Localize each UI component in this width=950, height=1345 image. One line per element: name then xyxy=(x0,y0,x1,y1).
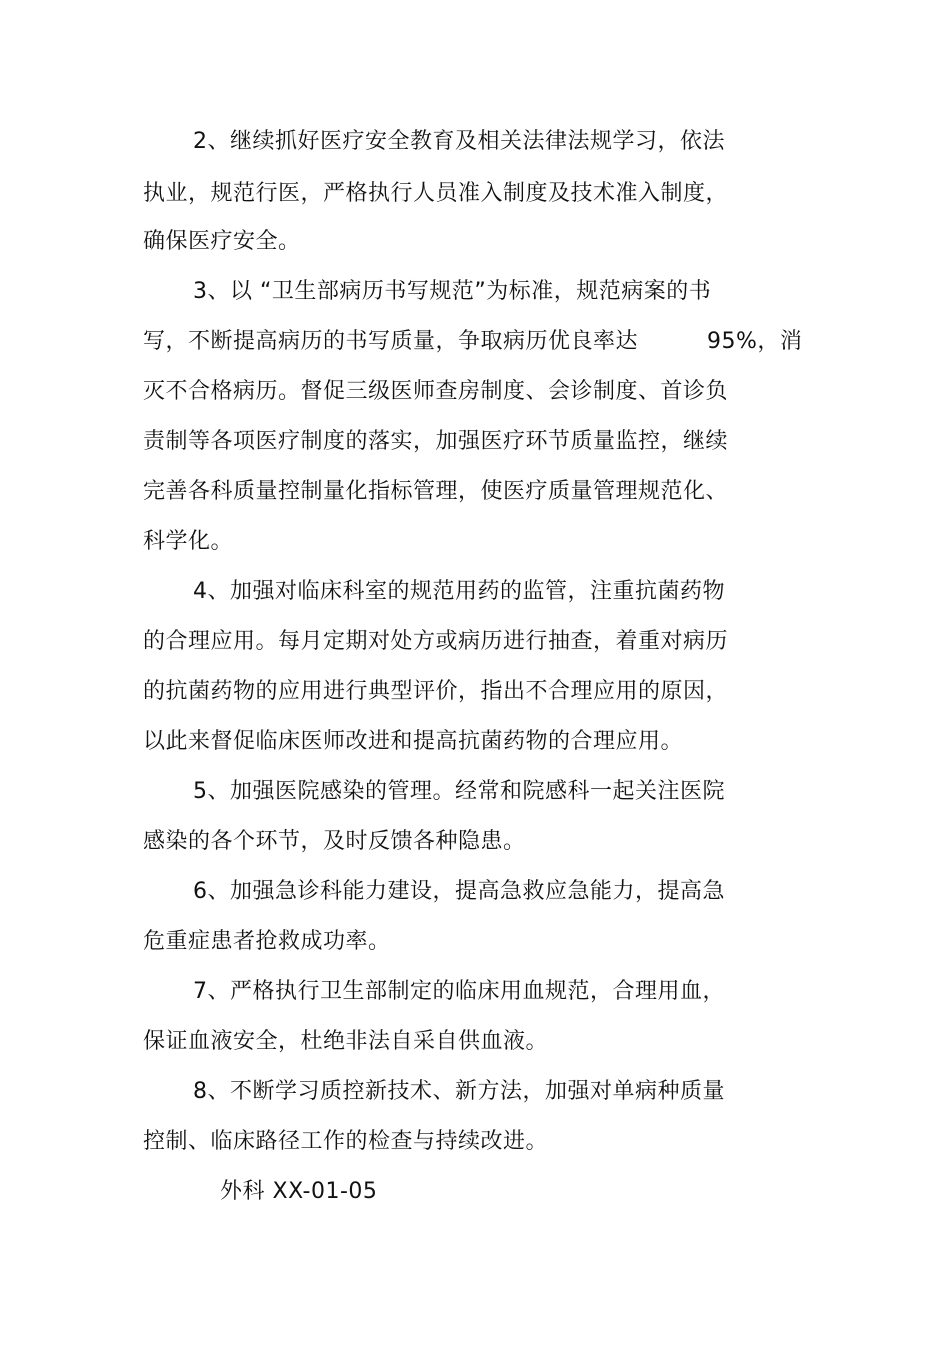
paragraph-2-line-2: 执业，规范行医，严格执行人员准入制度及技术准入制度， xyxy=(143,181,729,206)
paragraph-3-line-4: 责制等各项医疗制度的落实，加强医疗环节质量监控，继续 xyxy=(143,429,729,454)
paragraph-4-line-2: 的合理应用。每月定期对处方或病历进行抽查，着重对病历 xyxy=(143,629,729,654)
paragraph-3-line-2: 写，不断提高病历的书写质量，争取病历优良率达 xyxy=(143,329,639,354)
signature-line: 外科 XX-01-05 xyxy=(220,1179,378,1204)
paragraph-4-line-4: 以此来督促临床医师改进和提高抗菌药物的合理应用。 xyxy=(143,729,684,754)
paragraph-8-line-1: 8、不断学习质控新技术、新方法，加强对单病种质量 xyxy=(193,1079,725,1104)
paragraph-2-line-1: 2、继续抓好医疗安全教育及相关法律法规学习，依法 xyxy=(193,129,725,154)
paragraph-8-line-2: 控制、临床路径工作的检查与持续改进。 xyxy=(143,1129,549,1154)
paragraph-2-line-3: 确保医疗安全。 xyxy=(143,229,301,254)
paragraph-3-line-5: 完善各科质量控制量化指标管理，使医疗质量管理规范化、 xyxy=(143,479,729,504)
paragraph-6-line-1: 6、加强急诊科能力建设，提高急救应急能力，提高急 xyxy=(193,879,725,904)
paragraph-5-line-2: 感染的各个环节，及时反馈各种隐患。 xyxy=(143,829,526,854)
paragraph-3-line-6: 科学化。 xyxy=(143,529,234,554)
paragraph-7-line-2: 保证血液安全，杜绝非法自采自供血液。 xyxy=(143,1029,549,1054)
paragraph-4-line-3: 的抗菌药物的应用进行典型评价，指出不合理应用的原因， xyxy=(143,679,729,704)
paragraph-4-line-1: 4、加强对临床科室的规范用药的监管，注重抗菌药物 xyxy=(193,579,725,604)
paragraph-3-line-2-tail: 95%，消 xyxy=(707,329,803,354)
paragraph-6-line-2: 危重症患者抢救成功率。 xyxy=(143,929,391,954)
paragraph-7-line-1: 7、严格执行卫生部制定的临床用血规范，合理用血， xyxy=(193,979,725,1004)
paragraph-3-line-1: 3、以 “卫生部病历书写规范”为标准，规范病案的书 xyxy=(193,279,712,304)
paragraph-3-line-3: 灭不合格病历。督促三级医师查房制度、会诊制度、首诊负 xyxy=(143,379,729,404)
paragraph-5-line-1: 5、加强医院感染的管理。经常和院感科一起关注医院 xyxy=(193,779,725,804)
